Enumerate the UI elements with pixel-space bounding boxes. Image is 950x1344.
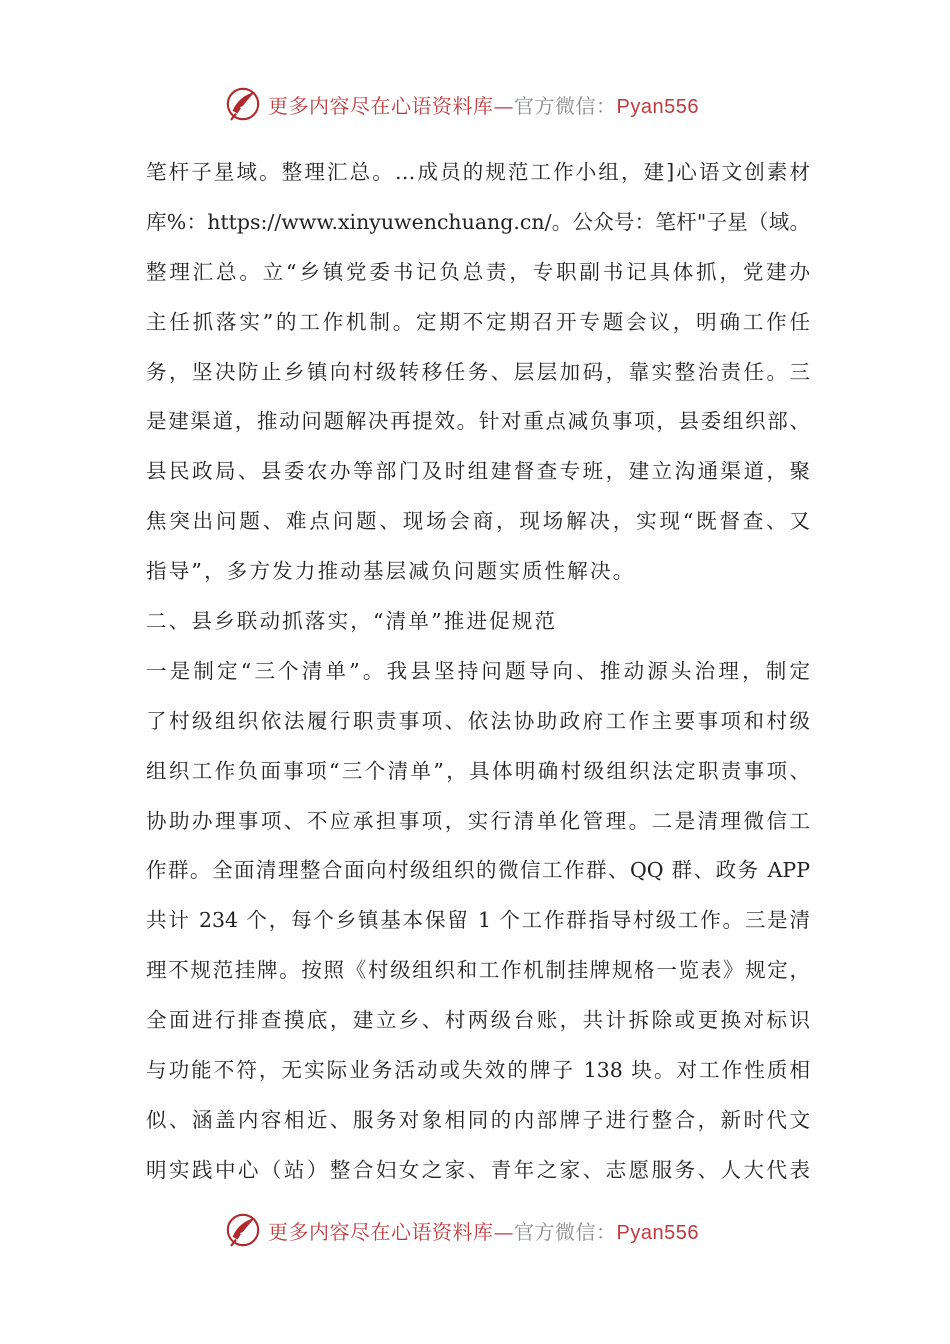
banner-official: 官方微信： [514, 1219, 617, 1244]
banner-text [268, 1216, 699, 1245]
banner-text [268, 90, 699, 119]
text-line: 焦突出问题、难点问题、现场会商，现场解决，实现“既督查、又 [146, 509, 810, 534]
text-line: 似、涵盖内容相近、服务对象相同的内部牌子进行整合，新时代文 [146, 1107, 810, 1132]
text-line: 明实践中心（站）整合妇女之家、青年之家、志愿服务、人大代表 [146, 1157, 810, 1182]
text-line: 共计 234 个，每个乡镇基本保留 1 个工作群指导村级工作。三是清 [146, 908, 810, 933]
banner-main: 更多内容尽在心语资料库 [268, 1219, 494, 1244]
footer-watermark-banner [224, 1210, 699, 1250]
pen-logo-icon [224, 1211, 262, 1249]
text-line: 指导”，多方发力推动基层减负问题实质性解决。 [146, 559, 636, 584]
pen-logo-icon [224, 85, 262, 123]
text-line: 县民政局、县委农办等部门及时组建督查专班，建立沟通渠道，聚 [146, 459, 810, 484]
text-line: 全面进行排查摸底，建立乡、村两级台账，共计拆除或更换对标识 [146, 1008, 810, 1033]
banner-dash: — [493, 93, 514, 118]
text-line: 库%：https://www.xinyuwenchuang.cn/。公众号：笔杆"子星（域。 [146, 209, 810, 234]
section-heading: 二、县乡联动抓落实，“清单”推进促规范 [146, 609, 558, 634]
banner-official: 官方微信： [514, 93, 617, 118]
text-line: 是建渠道，推动问题解决再提效。针对重点减负事项，县委组织部、 [146, 409, 810, 434]
text-line: 组织工作负面事项“三个清单”，具体明确村级组织法定职责事项、 [146, 758, 810, 783]
text-line: 主任抓落实”的工作机制。定期不定期召开专题会议，明确工作任 [146, 309, 810, 334]
banner-dash: — [493, 1219, 514, 1244]
banner-wechat-id: Pyan556 [616, 1221, 699, 1244]
text-line: 务，坚决防止乡镇向村级转移任务、层层加码，靠实整治责任。三 [146, 359, 810, 384]
banner-wechat-id: Pyan556 [616, 95, 699, 118]
document-body [146, 148, 810, 1196]
text-line: 理不规范挂牌。按照《村级组织和工作机制挂牌规格一览表》规定， [146, 958, 810, 983]
text-line: 协助办理事项、不应承担事项，实行清单化管理。二是清理微信工 [146, 808, 810, 833]
text-line: 整理汇总。立“乡镇党委书记负总责，专职副书记具体抓，党建办 [146, 259, 810, 284]
header-watermark-banner [224, 84, 699, 124]
text-line: 与功能不符，无实际业务活动或失效的牌子 138 块。对工作性质相 [146, 1058, 810, 1083]
text-line: 了村级组织依法履行职责事项、依法协助政府工作主要事项和村级 [146, 708, 810, 733]
text-line: 一是制定“三个清单”。我县坚持问题导向、推动源头治理，制定 [146, 658, 810, 683]
text-line: 笔杆子星域。整理汇总。…成员的规范工作小组，建]心语文创素材 [146, 160, 810, 184]
text-line: 作群。全面清理整合面向村级组织的微信工作群、QQ 群、政务 APP [146, 858, 810, 883]
banner-main: 更多内容尽在心语资料库 [268, 93, 494, 118]
